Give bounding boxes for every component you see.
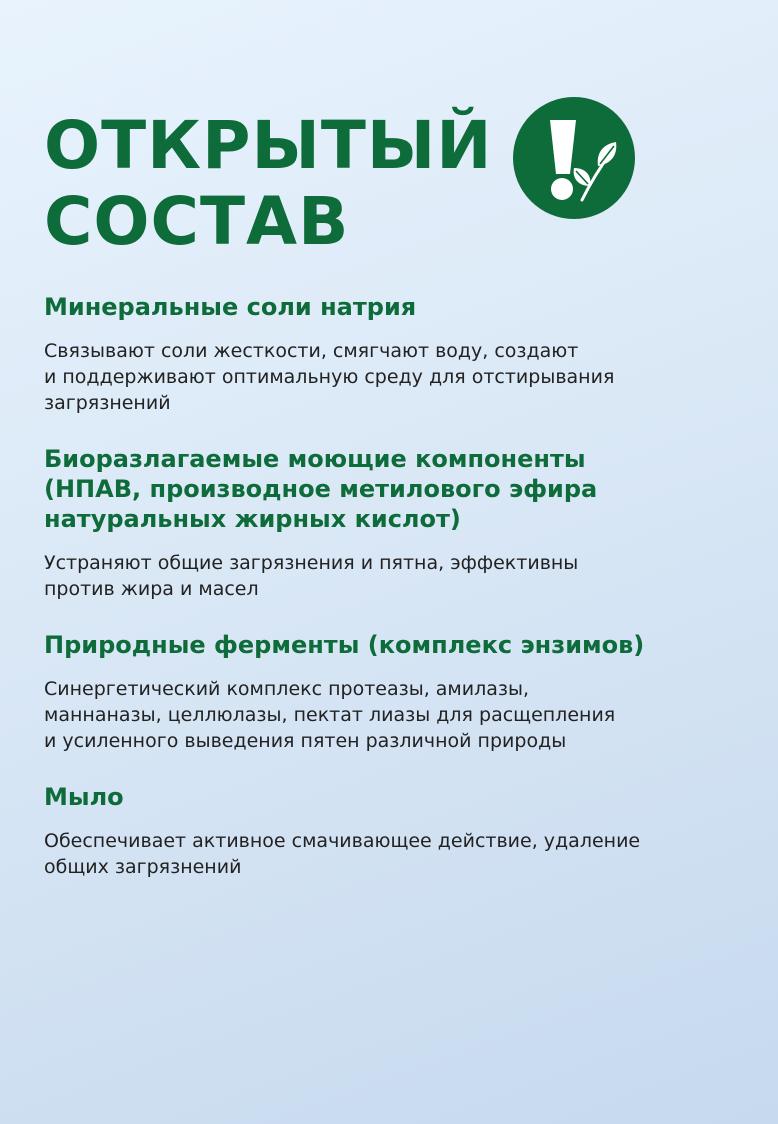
page-title-line: ОТКРЫТЫЙ bbox=[44, 107, 493, 184]
section-text-line: и поддерживают оптимальную среду для отстирывания bbox=[44, 366, 615, 388]
section-title bbox=[44, 630, 744, 660]
section-text-line: общих загрязнений bbox=[44, 856, 242, 878]
page-title-line: СОСТАВ bbox=[44, 183, 350, 260]
section-text-line: Устраняют общие загрязнения и пятна, эффективны bbox=[44, 552, 579, 574]
page-title bbox=[44, 108, 492, 260]
section-surfactants bbox=[44, 444, 744, 602]
section-text-line: Синергетический комплекс протеазы, амилазы, bbox=[44, 678, 530, 700]
section-text bbox=[44, 338, 744, 416]
section-text-line: Связывают соли жесткости, смягчают воду, создают bbox=[44, 340, 579, 362]
section-text-line: Обеспечивает активное смачивающее действие, удаление bbox=[44, 830, 641, 852]
section-text bbox=[44, 828, 744, 880]
composition-list bbox=[44, 292, 744, 908]
section-soap bbox=[44, 782, 744, 880]
section-text-line: против жира и масел bbox=[44, 578, 259, 600]
section-title-line: натуральных жирных кислот) bbox=[44, 505, 461, 533]
section-title-line: Минеральные соли натрия bbox=[44, 293, 417, 321]
section-title-line: (НПАВ, производное метилового эфира bbox=[44, 475, 598, 503]
section-title-line: Мыло bbox=[44, 783, 124, 811]
section-text-line: и усиленного выведения пятен различной природы bbox=[44, 730, 567, 752]
section-text bbox=[44, 550, 744, 602]
section-text-line: загрязнений bbox=[44, 392, 171, 414]
section-title bbox=[44, 444, 744, 534]
section-text-line: маннаназы, целлюлазы, пектат лиазы для расщепления bbox=[44, 704, 616, 726]
section-title-line: Биоразлагаемые моющие компоненты bbox=[44, 445, 586, 473]
section-sodium-salts bbox=[44, 292, 744, 416]
section-enzymes bbox=[44, 630, 744, 754]
section-title-line: Природные ферменты (комплекс энзимов) bbox=[44, 631, 645, 659]
section-text bbox=[44, 676, 744, 754]
section-title bbox=[44, 782, 744, 812]
exclamation-leaf-icon bbox=[512, 96, 636, 220]
section-title bbox=[44, 292, 744, 322]
